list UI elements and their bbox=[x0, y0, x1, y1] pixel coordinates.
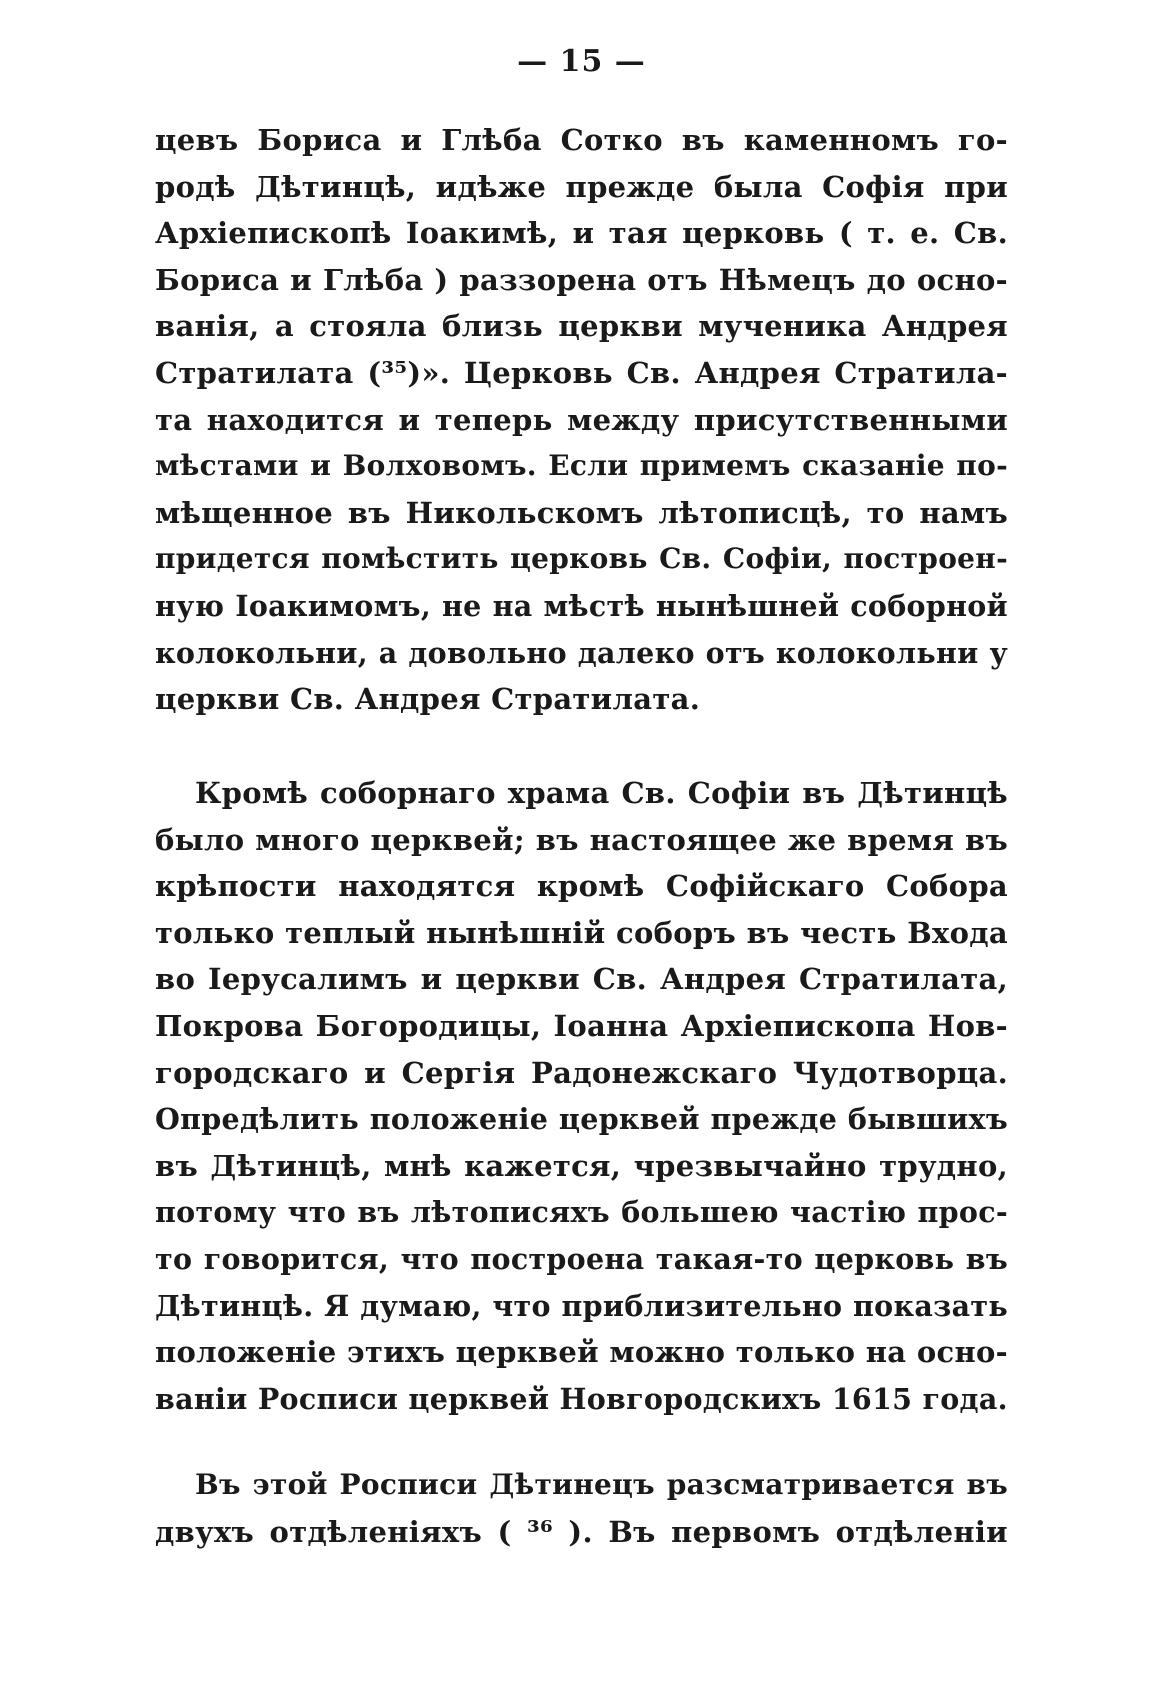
page-number: — 15 — bbox=[517, 44, 646, 79]
text-line: городскаго и Сергія Радонежскаго Чудотворца. bbox=[155, 1055, 1008, 1090]
text-line: въ Дѣтинцѣ, мнѣ кажется, чрезвычайно трудно, bbox=[155, 1148, 1008, 1183]
text-line: Опредѣлить положеніе церквей прежде бывшихъ bbox=[155, 1102, 1008, 1137]
text-line: то говорится, что построена такая-то церковь въ bbox=[155, 1241, 1008, 1276]
paragraph-2 bbox=[155, 770, 1008, 1422]
text-line: ванія, а стояла близь церкви мученика Андрея bbox=[155, 309, 1008, 344]
text-line: было много церквей; въ настоящее же время въ bbox=[155, 822, 1008, 857]
text-line: мѣстами и Волховомъ. Если примемъ сказаніе по- bbox=[155, 449, 1008, 483]
text-line: крѣпости находятся кромѣ Софійскаго Собора bbox=[155, 869, 1008, 904]
paragraph-3 bbox=[155, 1462, 1008, 1555]
text-line: Въ этой Росписи Дѣтинецъ разсматривается въ bbox=[195, 1468, 1008, 1501]
text-line: Дѣтинцѣ. Я думаю, что приблизительно показать bbox=[155, 1288, 1008, 1323]
text-line: Кромѣ соборнаго храма Св. Софіи въ Дѣтинцѣ bbox=[195, 776, 1008, 810]
text-line: колокольни, а довольно далеко отъ колокольни у bbox=[155, 635, 1008, 670]
text-line: двухъ отдѣленіяхъ ( ³⁶ ). Въ первомъ отдѣленіи bbox=[155, 1514, 1008, 1549]
text-line: во Іерусалимъ и церкви Св. Андрея Стратилата, bbox=[155, 962, 1008, 997]
text-line: церкви Св. Андрея Стратилата. bbox=[155, 682, 701, 717]
text-line: цевъ Бориса и Глѣба Сотко въ каменномъ го- bbox=[155, 123, 1008, 157]
text-line: мѣщенное въ Никольскомъ лѣтописцѣ, то намъ bbox=[155, 495, 1008, 530]
text-line: Бориса и Глѣба ) раззорена отъ Нѣмецъ до осно- bbox=[155, 262, 1008, 297]
text-line: ваніи Росписи церквей Новгородскихъ 1615 года. bbox=[155, 1381, 1008, 1416]
text-line: та находится и теперь между присутственными bbox=[155, 402, 1008, 437]
text-line: придется помѣстить церковь Св. Софіи, построен- bbox=[155, 542, 1008, 576]
text-line: ную Іоакимомъ, не на мѣстѣ нынѣшней соборной bbox=[155, 588, 1008, 623]
text-line: потому что въ лѣтописяхъ большею частію прос- bbox=[155, 1195, 1008, 1230]
text-line: родѣ Дѣтинцѣ, идѣже прежде была Софія при bbox=[155, 169, 1008, 204]
text-line: только теплый нынѣшній соборъ въ честь Входа bbox=[155, 915, 1008, 950]
text-line: Стратилата (³⁵)». Церковь Св. Андрея Стратила- bbox=[155, 355, 1008, 390]
paragraph-1 bbox=[155, 117, 1008, 723]
text-line: положеніе этихъ церквей можно только на осно- bbox=[155, 1335, 1008, 1370]
text-line: Архіепископѣ Іоакимѣ, и тая церковь ( т. е. Св. bbox=[155, 216, 1008, 251]
text-line: Покрова Богородицы, Іоанна Архіепископа Нов- bbox=[155, 1008, 1008, 1043]
